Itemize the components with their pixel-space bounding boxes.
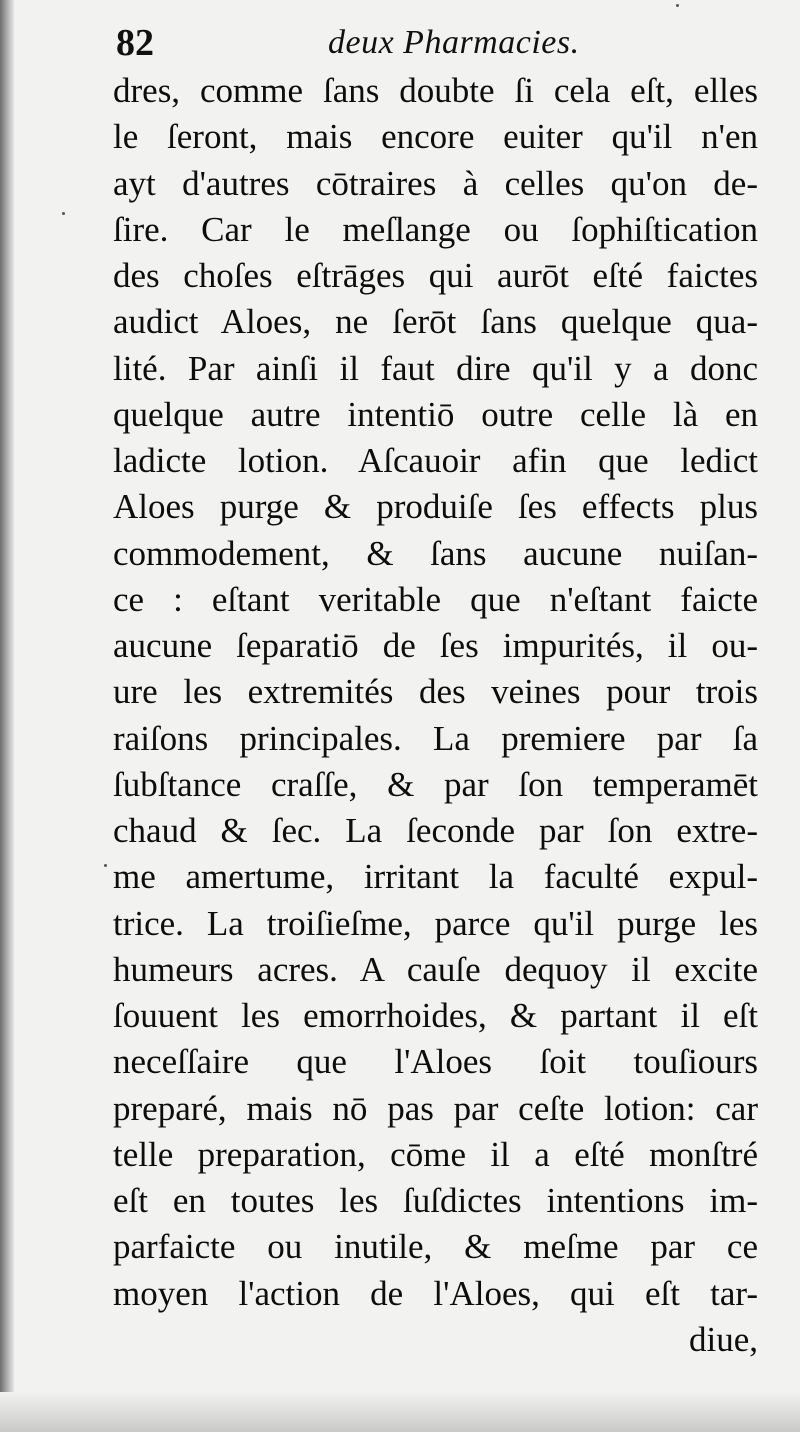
text-line: ladicte lotion. Aſcauoir afin que ledict: [113, 441, 758, 480]
text-line: lité. Par ainſi il faut dire qu'il y a donc: [113, 348, 758, 388]
text-line: le ſeront, mais encore euiter qu'il n'en: [113, 117, 758, 157]
text-line: neceſſaire que l'Aloes ſoit touſiours: [113, 1042, 758, 1082]
paper-speck: [676, 4, 679, 7]
text-line: preparé, mais nō pas par ceſte lotion: car: [113, 1088, 758, 1128]
text-line: moyen l'action de l'Aloes, qui eſt tar-: [113, 1273, 758, 1313]
text-line: dres, comme ſans doubte ſi cela eſt, elles: [113, 71, 758, 110]
text-line: quelque autre intentiō outre celle là en: [113, 394, 758, 434]
text-line: eſt en toutes les ſuſdictes intentions im-: [113, 1181, 758, 1220]
text-line: ure les extremités des veines pour trois: [113, 672, 758, 712]
page-bottom-margin: [0, 1392, 800, 1432]
running-head: deux Pharmacies.: [328, 24, 580, 61]
body-text: [113, 68, 758, 1363]
text-line: trice. La troiſieſme, parce qu'il purge les: [113, 903, 758, 943]
text-line: audict Aloes, ne ſerōt ſans quelque qua-: [113, 302, 758, 342]
text-line: ſire. Car le meſlange ou ſophiſtication: [113, 209, 758, 249]
text-line: chaud & ſec. La ſeconde par ſon extre-: [113, 811, 758, 850]
text-line: ayt d'autres cōtraires à celles qu'on de-: [113, 163, 758, 203]
text-line: humeurs acres. A cauſe dequoy il excite: [113, 949, 758, 989]
catchword: diue,: [688, 1319, 758, 1359]
text-line: parfaicte ou inutile, & meſme par ce: [113, 1227, 758, 1267]
text-line: telle preparation, cōme il a eſté monſtré: [113, 1134, 758, 1174]
text-line: Aloes purge & produiſe ſes effects plus: [113, 487, 758, 527]
text-line: ſubſtance craſſe, & par ſon temperamēt: [113, 764, 758, 804]
text-line: des choſes eſtrāges qui aurōt eſté faictes: [113, 256, 758, 295]
page-gutter-shadow: [0, 0, 14, 1432]
paper-speck: [104, 864, 107, 867]
text-line: raiſons principales. La premiere par ſa: [113, 718, 758, 758]
paper-speck: [62, 212, 65, 215]
text-line: me amertume, irritant la faculté expul-: [113, 857, 758, 897]
text-line: aucune ſeparatiō de ſes impurités, il ou-: [113, 626, 758, 665]
text-line: ſouuent les emorrhoides, & partant il eſt: [113, 996, 758, 1035]
text-line: commodement, & ſans aucune nuiſan-: [113, 533, 758, 573]
page-number: 82: [116, 22, 154, 64]
page-header: [116, 18, 756, 68]
text-line: ce : eſtant veritable que n'eſtant faicte: [113, 579, 758, 619]
